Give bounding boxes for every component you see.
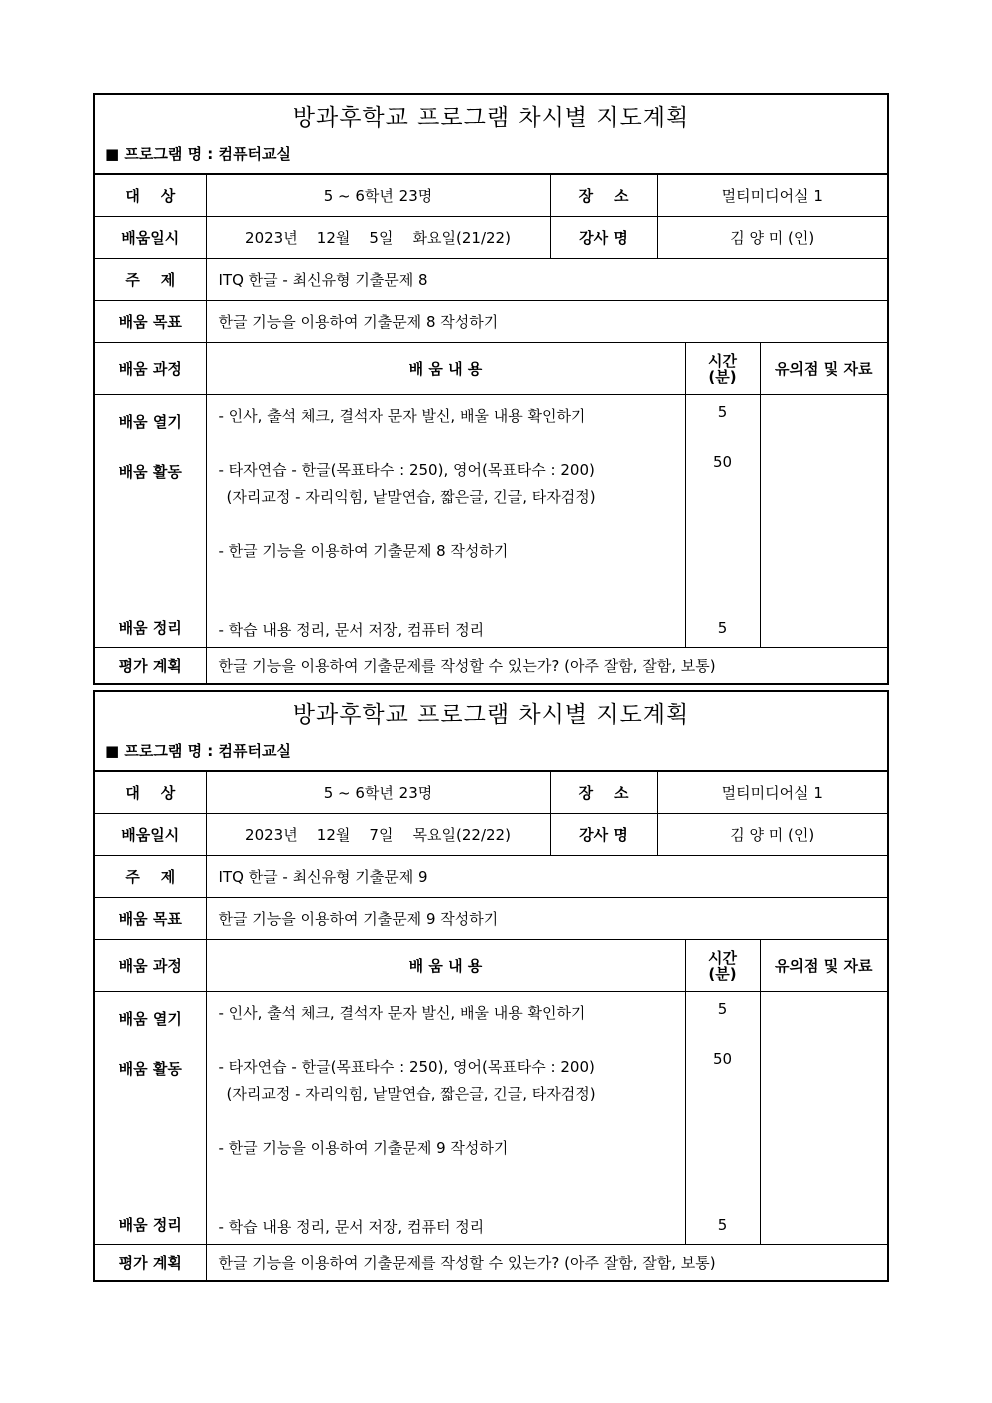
lesson-plan-2 (93, 690, 889, 1282)
target-value: 5 ~ 6학년 23명 (206, 175, 550, 217)
content-column (206, 992, 685, 1245)
lesson-plan-1 (93, 93, 889, 685)
stage-open: 배움 열기 (118, 1010, 182, 1028)
time-header-line1: 시간 (708, 948, 737, 967)
date-label: 배움일시 (95, 814, 206, 856)
time-header (685, 343, 760, 395)
time-header-line2: (분) (708, 964, 737, 983)
stage-activity: 배움 활동 (118, 1060, 182, 1078)
program-name: ■ 프로그램 명 : 컴퓨터교실 (95, 141, 887, 174)
date-value: 2023년 12월 5일 화요일(21/22) (206, 217, 550, 259)
goal-value: 한글 기능을 이용하여 기출문제 8 작성하기 (206, 301, 887, 343)
place-label: 장 소 (550, 175, 657, 217)
time-column (685, 395, 760, 648)
time-header-line1: 시간 (708, 351, 737, 370)
goal-label: 배움 목표 (95, 898, 206, 940)
eval-label: 평가 계획 (95, 1245, 206, 1281)
content-open: - 인사, 출석 체크, 결석자 문자 발신, 배울 내용 확인하기 (218, 407, 586, 425)
goal-value: 한글 기능을 이용하여 기출문제 9 작성하기 (206, 898, 887, 940)
place-value: 멀티미디어실 1 (657, 175, 887, 217)
stage-close: 배움 정리 (118, 1216, 182, 1234)
eval-value: 한글 기능을 이용하여 기출문제를 작성할 수 있는가? (아주 잘함, 잘함, 보통) (206, 648, 887, 684)
eval-value: 한글 기능을 이용하여 기출문제를 작성할 수 있는가? (아주 잘함, 잘함, 보통) (206, 1245, 887, 1281)
stage-activity: 배움 활동 (118, 463, 182, 481)
target-value: 5 ~ 6학년 23명 (206, 772, 550, 814)
stage-open: 배움 열기 (118, 413, 182, 431)
notes-column (760, 395, 887, 648)
teacher-label: 강사 명 (550, 217, 657, 259)
place-label: 장 소 (550, 772, 657, 814)
time-header-line2: (분) (708, 367, 737, 386)
teacher-value: 김 양 미 (인) (657, 217, 887, 259)
content-activity-1: - 타자연습 - 한글(목표타수 : 250), 영어(목표타수 : 200) (218, 461, 595, 479)
topic-value: ITQ 한글 - 최신유형 기출문제 8 (206, 259, 887, 301)
topic-value: ITQ 한글 - 최신유형 기출문제 9 (206, 856, 887, 898)
notes-column (760, 992, 887, 1245)
time-close: 5 (717, 1216, 728, 1234)
content-activity-3: - 한글 기능을 이용하여 기출문제 8 작성하기 (218, 542, 509, 560)
teacher-label: 강사 명 (550, 814, 657, 856)
time-header (685, 940, 760, 992)
target-label: 대 상 (95, 772, 206, 814)
time-open: 5 (717, 1000, 728, 1018)
eval-label: 평가 계획 (95, 648, 206, 684)
time-open: 5 (717, 403, 728, 421)
process-header: 배움 과정 (95, 343, 206, 395)
time-activity: 50 (712, 453, 733, 471)
notes-header: 유의점 및 자료 (760, 940, 887, 992)
content-activity-2: (자리교정 - 자리익힘, 낱말연습, 짧은글, 긴글, 타자검정) (226, 488, 596, 506)
goal-label: 배움 목표 (95, 301, 206, 343)
content-activity-2: (자리교정 - 자리익힘, 낱말연습, 짧은글, 긴글, 타자검정) (226, 1085, 596, 1103)
notes-header: 유의점 및 자료 (760, 343, 887, 395)
time-activity: 50 (712, 1050, 733, 1068)
program-name: ■ 프로그램 명 : 컴퓨터교실 (95, 738, 887, 771)
content-close: - 학습 내용 정리, 문서 저장, 컴퓨터 정리 (218, 621, 485, 639)
content-activity-3: - 한글 기능을 이용하여 기출문제 9 작성하기 (218, 1139, 509, 1157)
date-label: 배움일시 (95, 217, 206, 259)
stage-close: 배움 정리 (118, 619, 182, 637)
place-value: 멀티미디어실 1 (657, 772, 887, 814)
topic-label: 주 제 (95, 259, 206, 301)
process-header: 배움 과정 (95, 940, 206, 992)
plan-title: 방과후학교 프로그램 차시별 지도계획 (292, 702, 690, 728)
plan-table (95, 174, 887, 683)
plan-title: 방과후학교 프로그램 차시별 지도계획 (292, 105, 690, 131)
target-label: 대 상 (95, 175, 206, 217)
stage-column (95, 992, 206, 1245)
content-header: 배 움 내 용 (206, 940, 685, 992)
content-close: - 학습 내용 정리, 문서 저장, 컴퓨터 정리 (218, 1218, 485, 1236)
time-close: 5 (717, 619, 728, 637)
content-activity-1: - 타자연습 - 한글(목표타수 : 250), 영어(목표타수 : 200) (218, 1058, 595, 1076)
plan-table (95, 771, 887, 1280)
date-value: 2023년 12월 7일 목요일(22/22) (206, 814, 550, 856)
stage-column (95, 395, 206, 648)
teacher-value: 김 양 미 (인) (657, 814, 887, 856)
content-header: 배 움 내 용 (206, 343, 685, 395)
topic-label: 주 제 (95, 856, 206, 898)
content-column (206, 395, 685, 648)
content-open: - 인사, 출석 체크, 결석자 문자 발신, 배울 내용 확인하기 (218, 1004, 586, 1022)
time-column (685, 992, 760, 1245)
